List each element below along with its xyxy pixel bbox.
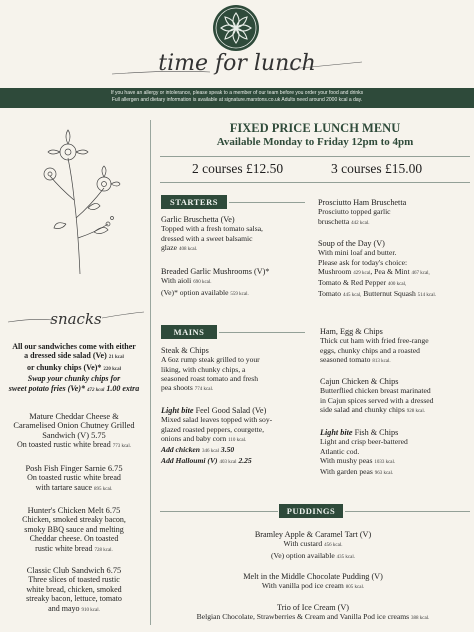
item-desc: seasoned tomato	[320, 354, 371, 364]
kcal: 21 kcal	[108, 355, 124, 361]
item-desc: With vanilla pod ice cream	[261, 581, 344, 591]
snack-name: Sandwich (V) 5.75	[42, 430, 106, 440]
item-desc: dressed with a sweet balsamic	[161, 233, 253, 243]
item-desc: With mini loaf and butter.	[318, 248, 397, 258]
snack-club	[4, 566, 144, 615]
item-desc: eggs, chunky chips and a roasted	[320, 345, 420, 355]
snack-desc: streaky bacon, lettuce, tomato	[26, 594, 122, 604]
kcal: 400 kcal,	[387, 282, 407, 288]
flower-illustration-icon	[38, 128, 122, 274]
kcal: 388 kcal.	[411, 616, 430, 622]
soup-option: , Pea & Mint	[370, 266, 410, 276]
add-on: Add Halloumi (V)	[161, 456, 218, 466]
kcal: 910 kcal.	[81, 607, 100, 613]
snacks-title	[6, 306, 146, 332]
kcal: 442 kcal.	[351, 220, 370, 226]
allergen-banner	[0, 88, 474, 108]
price-two-courses: 2 courses £12.50	[192, 161, 284, 176]
column-divider	[150, 120, 151, 625]
soup-option: Mushroom	[318, 266, 352, 276]
pudding-chocolate	[156, 572, 470, 593]
kcal: 928 kcal.	[406, 408, 426, 414]
snack-desc: On toasted rustic white bread	[16, 440, 111, 450]
kcal: 456 kcal.	[324, 543, 343, 549]
kcal: 467 kcal,	[411, 270, 430, 276]
snack-desc: Chicken, smoked streaky bacon,	[22, 515, 126, 525]
item-desc: liking, with chunky chips, a	[161, 364, 246, 374]
item-name: Trio of Ice Cream (V)	[277, 603, 349, 612]
main-cajun-chicken	[320, 377, 472, 416]
kcal: 220 kcal	[103, 366, 122, 372]
section-puddings: PUDDINGS	[279, 504, 343, 518]
main-feel-good-salad	[161, 406, 307, 468]
add-on: Add chicken	[161, 445, 201, 455]
kcal: 472 kcal	[86, 387, 105, 393]
snacks-intro-line: Swap your chunky chips for	[27, 374, 121, 384]
divider	[229, 202, 305, 203]
price: 3.50	[220, 445, 235, 455]
item-desc: Thick cut ham with fried free-range	[320, 336, 429, 346]
soup-option: Butternut Squash	[363, 289, 416, 299]
allergen-line-1: If you have an allergy or intolerance, please speak to a member of our team before you order your food and drinks	[110, 90, 364, 96]
item-desc: pea shoots	[161, 383, 193, 393]
snacks-intro-line: a dressed side salad (Ve)	[24, 351, 107, 361]
kcal: 408 kcal.	[178, 246, 198, 252]
item-name: Garlic Bruschetta (Ve)	[161, 215, 235, 224]
item-desc: With aioli	[161, 276, 192, 286]
item-desc: With mushy peas	[320, 455, 373, 465]
snack-desc: and mayo	[48, 603, 80, 613]
divider	[219, 332, 305, 333]
item-desc: Light and crisp beer-battered	[320, 437, 408, 447]
item-desc: side salad and chunky chips	[320, 404, 405, 414]
snack-desc: On toasted rustic white bread	[27, 473, 121, 483]
snack-name: Caramelised Onion Chutney Grilled	[13, 421, 135, 431]
light-bite-label: Light bite	[161, 406, 194, 415]
script-title	[110, 44, 364, 80]
item-desc: A 6oz rump steak grilled to your	[161, 355, 260, 365]
divider	[345, 511, 470, 512]
main-steak	[161, 346, 307, 394]
item-desc: Mixed salad leaves topped with soy-	[161, 415, 273, 425]
item-desc: Butterflied chicken breast marinated	[320, 386, 431, 396]
kcal: 773 kcal.	[112, 444, 132, 450]
item-desc: seasoned roast tomato and fresh	[161, 373, 259, 383]
item-desc: (Ve)* option available	[161, 287, 229, 297]
section-starters: STARTERS	[161, 195, 227, 209]
starter-soup	[318, 239, 472, 301]
item-name: Bramley Apple & Caramel Tart (V)	[254, 530, 372, 539]
soup-option: Tomato & Red Pepper	[318, 278, 387, 288]
item-desc: (Ve) option available	[271, 550, 335, 560]
snacks-title-text: snacks	[50, 310, 102, 328]
pudding-icecream	[156, 603, 470, 624]
item-desc: Topped with a fresh tomato salsa,	[161, 224, 263, 234]
snacks-intro-line: or chunky chips (Ve)*	[26, 362, 102, 372]
kcal: 403 kcal	[219, 460, 237, 466]
kcal: 429 kcal	[353, 270, 371, 276]
item-desc: in Cajun spices served with a dressed	[320, 395, 434, 405]
menu-title: FIXED PRICE LUNCH MENU	[229, 121, 401, 135]
snack-desc: Three slices of toasted rustic	[28, 575, 120, 585]
item-name: Steak & Chips	[161, 346, 209, 355]
kcal: 728 kcal.	[94, 547, 113, 553]
snack-desc: white bread, chicken, smoked	[26, 584, 122, 594]
item-desc: onions and baby corn	[161, 433, 227, 443]
snacks-intro-line: sweet potato fries (Ve)*	[8, 383, 85, 393]
item-name: Soup of the Day (V)	[318, 239, 385, 248]
item-name: Cajun Chicken & Chips	[320, 377, 399, 386]
kcal: 559 kcal.	[230, 291, 249, 297]
kcal: 813 kcal.	[372, 358, 391, 364]
section-mains: MAINS	[161, 325, 217, 339]
divider	[160, 156, 470, 157]
kcal: 110 kcal.	[228, 437, 247, 443]
item-name: Prosciutto Ham Bruschetta	[318, 198, 407, 207]
item-name: Ham, Egg & Chips	[320, 327, 383, 336]
item-desc: Prosciutto topped garlic	[318, 207, 391, 217]
kcal: 346 kcal	[201, 449, 220, 455]
pudding-bramley	[156, 530, 470, 562]
divider	[160, 182, 470, 183]
light-bite-label: Light bite	[320, 428, 353, 437]
script-title-text: time for lunch	[158, 51, 316, 76]
snack-name: Mature Cheddar Cheese &	[29, 412, 119, 421]
price-three-courses: 3 courses £15.00	[331, 161, 423, 176]
price: 2.25	[238, 456, 252, 466]
item-desc: With custard	[283, 539, 323, 549]
snacks-intro-line: All our sandwiches come with either	[12, 342, 136, 351]
snack-desc: with tartare sauce	[35, 482, 93, 492]
snack-desc: rustic white bread	[35, 543, 93, 553]
item-name: Breaded Garlic Mushrooms (V)*	[161, 267, 270, 276]
item-desc: With garden peas	[320, 467, 373, 477]
kcal: 774 kcal.	[194, 387, 214, 393]
kcal: 514 kcal.	[417, 293, 436, 299]
item-desc: bruschetta	[318, 216, 350, 226]
snack-fishfinger	[4, 464, 144, 494]
snack-name: Classic Club Sandwich 6.75	[26, 566, 122, 575]
snacks-intro	[4, 342, 144, 395]
item-name: Melt in the Middle Chocolate Pudding (V)	[243, 572, 383, 581]
main-fish-chips	[320, 428, 472, 478]
divider	[160, 511, 278, 512]
kcal: 805 kcal.	[345, 585, 365, 591]
item-name: Feel Good Salad (Ve)	[193, 406, 267, 415]
price: 1.00 extra	[106, 383, 140, 393]
soup-option: Tomato	[318, 289, 342, 299]
snack-name: Posh Fish Finger Sarnie 6.75	[25, 464, 123, 473]
snack-desc: smoky BBQ sauce and melting	[24, 524, 124, 534]
kcal: 690 kcal.	[193, 280, 212, 286]
item-desc: Belgian Chocolate, Strawberries & Cream and Vanilla Pod ice creams	[196, 612, 410, 622]
starter-garlic-mushrooms	[161, 267, 307, 299]
item-desc: Please ask for today's choice:	[318, 257, 408, 267]
menu-subtitle: Available Monday to Friday 12pm to 4pm	[216, 136, 414, 148]
snack-hunters	[4, 506, 144, 555]
starter-garlic-bruschetta	[161, 215, 307, 254]
item-desc: glazed roasted peppers, courgette,	[161, 424, 264, 434]
item-name: Fish & Chips	[352, 428, 399, 437]
item-desc: glaze	[161, 242, 178, 252]
kcal: 963 kcal.	[374, 471, 394, 477]
kcal: 1033 kcal.	[374, 459, 396, 465]
kcal: 435 kcal.	[336, 554, 355, 560]
allergen-line-2: Full allergen and dietary information is available at signature.marstons.co.uk Adults need around 2000 kcal a day.	[111, 97, 363, 103]
snack-name: Hunter's Chicken Melt 6.75	[27, 506, 121, 515]
kcal: 895 kcal.	[94, 486, 113, 492]
item-desc: Atlantic cod.	[320, 446, 360, 456]
snack-cheddar	[4, 412, 144, 452]
starter-prosciutto	[318, 198, 464, 228]
kcal: 445 kcal,	[343, 293, 362, 299]
snack-desc: Cheddar cheese. On toasted	[29, 534, 119, 544]
main-ham-egg-chips	[320, 327, 472, 366]
